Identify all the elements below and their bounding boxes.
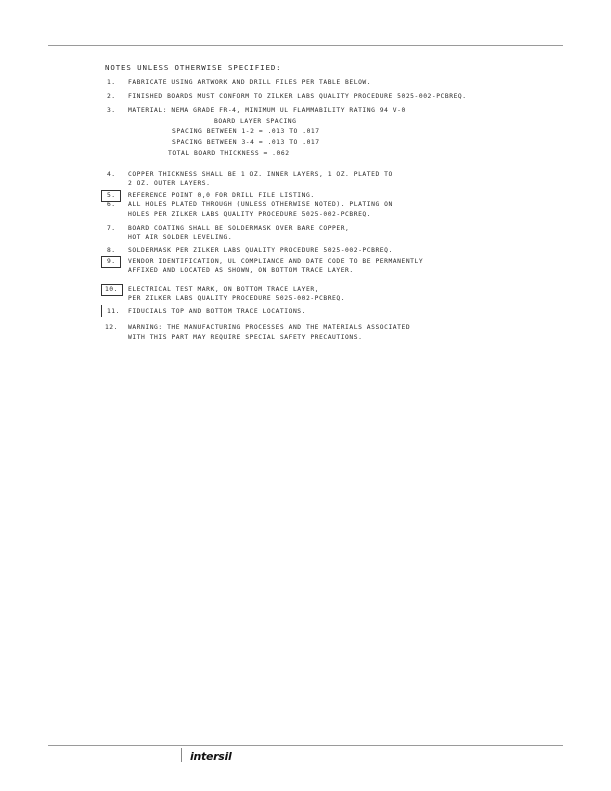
note-line: SOLDERMASK PER ZILKER LABS QUALITY PROCEDURE 5025-002-PCBREQ.: [128, 247, 393, 254]
note-number: 9.: [107, 258, 116, 265]
note-line: VENDOR IDENTIFICATION, UL COMPLIANCE AND DATE CODE TO BE PERMANENTLY: [128, 258, 424, 265]
note-number: 4.: [107, 171, 116, 178]
note-line: ELECTRICAL TEST MARK, ON BOTTOM TRACE LAYER,: [128, 286, 320, 293]
board-spacing-row: SPACING BETWEEN 3-4 = .013 TO .017: [172, 139, 320, 146]
note-line: REFERENCE POINT 0,0 FOR DRILL FILE LISTING.: [128, 192, 315, 199]
note-number: 8.: [107, 247, 116, 254]
note-number: 11.: [107, 308, 120, 315]
intersil-logo: intersil: [190, 750, 232, 763]
note-line: MATERIAL: NEMA GRADE FR-4, MINIMUM UL FLAMMABILITY RATING 94 V-0: [128, 107, 406, 114]
note-line: PER ZILKER LABS QUALITY PROCEDURE 5025-002-PCBREQ.: [128, 295, 346, 302]
note-number: 3.: [107, 107, 116, 114]
note-line: 2 OZ. OUTER LAYERS.: [128, 180, 211, 187]
note-number: 10.: [105, 286, 118, 293]
note-line: WARNING: THE MANUFACTURING PROCESSES AND THE MATERIALS ASSOCIATED: [128, 324, 411, 331]
board-spacing-row: TOTAL BOARD THICKNESS = .062: [168, 150, 290, 157]
note-number: 1.: [107, 79, 116, 86]
note-line: FINISHED BOARDS MUST CONFORM TO ZILKER LABS QUALITY PROCEDURE 5025-002-PCBREQ.: [128, 93, 467, 100]
board-spacing-row: SPACING BETWEEN 1-2 = .013 TO .017: [172, 128, 320, 135]
note-line: HOLES PER ZILKER LABS QUALITY PROCEDURE 5025-002-PCBREQ.: [128, 211, 372, 218]
note-line: ALL HOLES PLATED THROUGH (UNLESS OTHERWISE NOTED). PLATING ON: [128, 201, 393, 208]
note-number-bar: [101, 305, 102, 317]
note-line: COPPER THICKNESS SHALL BE 1 OZ. INNER LAYERS, 1 OZ. PLATED TO: [128, 171, 393, 178]
footer-divider: [181, 748, 182, 762]
board-spacing-title: BOARD LAYER SPACING: [214, 118, 297, 125]
notes-heading: NOTES UNLESS OTHERWISE SPECIFIED:: [105, 63, 282, 72]
note-line: BOARD COATING SHALL BE SOLDERMASK OVER BARE COPPER,: [128, 225, 350, 232]
note-number: 5.: [107, 192, 116, 199]
note-line: HOT AIR SOLDER LEVELING.: [128, 234, 233, 241]
note-number: 6.: [107, 201, 116, 208]
note-number: 7.: [107, 225, 116, 232]
note-line: FIDUCIALS TOP AND BOTTOM TRACE LOCATIONS.: [128, 308, 306, 315]
note-line: WITH THIS PART MAY REQUIRE SPECIAL SAFETY PRECAUTIONS.: [128, 334, 363, 341]
note-line: AFFIXED AND LOCATED AS SHOWN, ON BOTTOM TRACE LAYER.: [128, 267, 354, 274]
note-number: 2.: [107, 93, 116, 100]
note-number: 12.: [105, 324, 118, 331]
footer-rule: [48, 745, 563, 746]
note-line: FABRICATE USING ARTWORK AND DRILL FILES PER TABLE BELOW.: [128, 79, 372, 86]
